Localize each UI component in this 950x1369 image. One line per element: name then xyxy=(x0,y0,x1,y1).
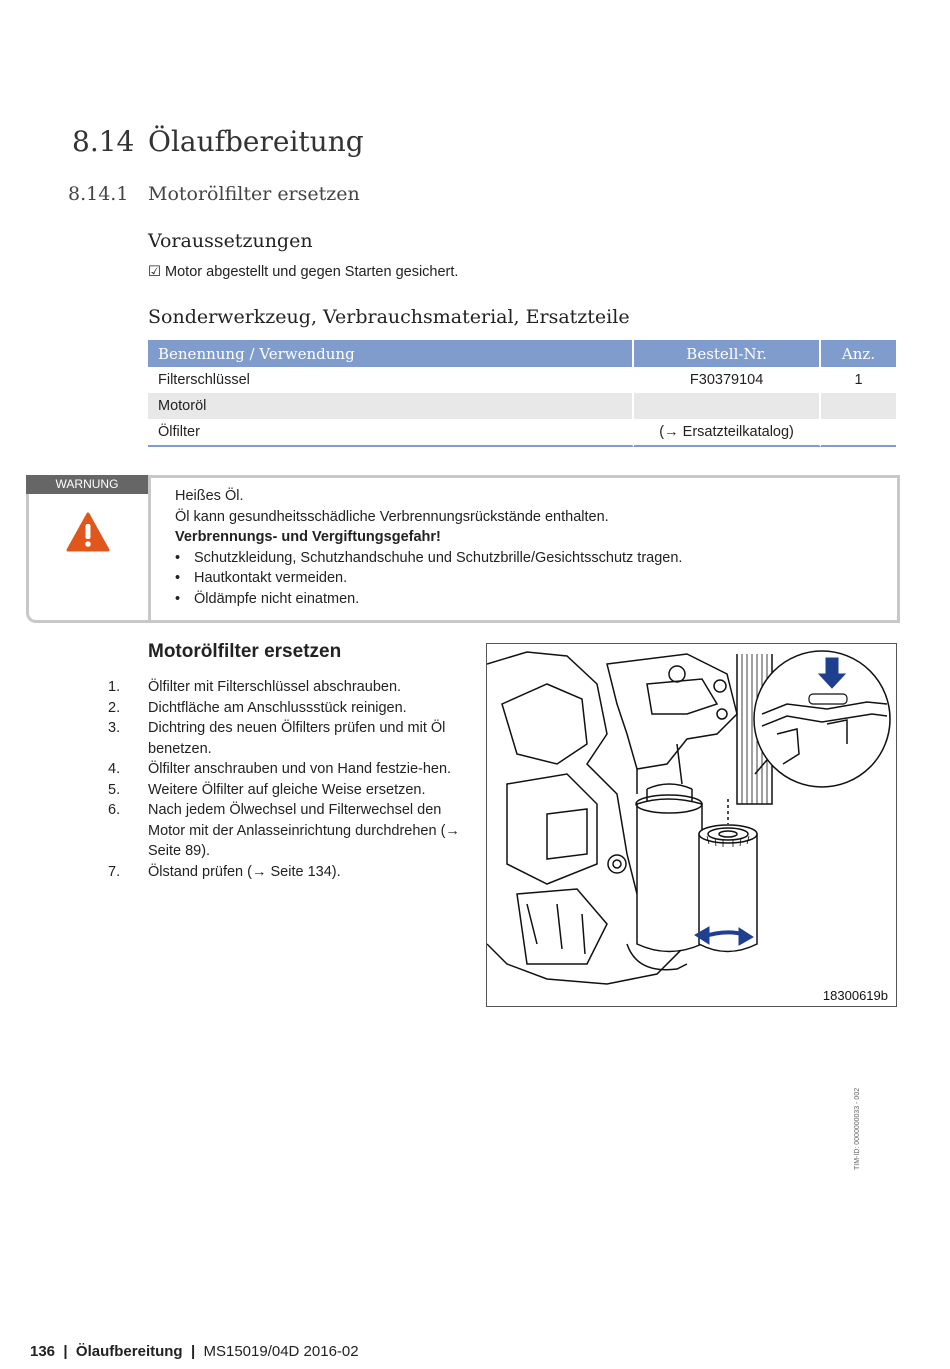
step-text: Nach jedem Ölwechsel und Filterwechsel den Motor mit der Anlasseinrichtung durchdrehen (→ Seite 89). xyxy=(148,802,460,859)
step-text: Dichtring des neuen Ölfilters prüfen und mit Öl benetzen. xyxy=(148,720,446,757)
document-side-code: TIM-ID: 0000000033 - 002 xyxy=(854,1087,861,1170)
page-footer xyxy=(30,1343,359,1360)
cell-name: Ölfilter xyxy=(148,419,634,447)
subsection-number: 8.14.1 xyxy=(68,183,129,205)
cell-qty xyxy=(821,393,896,419)
page-number: 136 xyxy=(30,1343,56,1360)
list-item: • Öldämpfe nicht einatmen. xyxy=(175,589,682,610)
procedure-steps xyxy=(108,677,468,882)
procedure-heading: Motorölfilter ersetzen xyxy=(148,641,342,662)
prerequisites-heading: Voraussetzungen xyxy=(148,230,313,252)
step-text: Weitere Ölfilter auf gleiche Weise ersetzen. xyxy=(148,781,426,798)
cell-order-no: (→ Ersatzteilkatalog) xyxy=(634,419,821,447)
oil-filter-figure xyxy=(486,643,897,1007)
figure-id: 18300619b xyxy=(822,988,888,1003)
footer-document: MS15019/04D 2016-02 xyxy=(203,1343,359,1360)
warning-label: WARNUNG xyxy=(26,475,148,494)
warning-line-1: Heißes Öl. xyxy=(175,488,244,504)
subsection-title: Motorölfilter ersetzen xyxy=(148,183,360,205)
warning-danger: Verbrennungs- und Vergiftungsgefahr! xyxy=(175,529,441,545)
step-text: Ölfilter mit Filterschlüssel abschrauben. xyxy=(148,679,402,695)
cell-order-no xyxy=(634,393,821,419)
warning-content xyxy=(175,486,682,609)
prerequisite-text: Motor abgestellt und gegen Starten gesichert. xyxy=(165,264,459,280)
section-number: 8.14 xyxy=(72,125,135,158)
warning-line-2: Öl kann gesundheitsschädliche Verbrennungsrückstände enthalten. xyxy=(175,508,609,525)
table-row xyxy=(148,367,896,393)
list-item xyxy=(108,862,468,883)
table-header-row xyxy=(148,340,896,367)
column-header-qty: Anz. xyxy=(821,340,896,367)
engine-oil-filter-drawing xyxy=(487,644,896,1006)
list-item xyxy=(108,780,468,801)
cell-order-no: F30379104 xyxy=(634,367,821,393)
list-item xyxy=(108,698,468,719)
cell-name: Motoröl xyxy=(148,393,634,419)
step-number: 5. xyxy=(108,781,121,798)
cell-qty: 1 xyxy=(854,372,863,388)
section-title: Ölaufbereitung xyxy=(148,125,364,158)
parts-heading: Sonderwerkzeug, Verbrauchsmaterial, Ersatzteile xyxy=(148,306,630,328)
step-text: Ölstand prüfen (→ Seite 134). xyxy=(148,863,341,880)
step-number: 1. xyxy=(108,679,121,695)
footer-separator: | xyxy=(190,1343,196,1360)
step-number: 3. xyxy=(108,720,121,736)
list-item xyxy=(108,800,468,862)
step-text: Ölfilter anschrauben und von Hand festzie-hen. xyxy=(148,761,452,777)
list-item xyxy=(108,718,468,759)
step-number: 2. xyxy=(108,699,121,716)
step-number: 7. xyxy=(108,863,121,880)
cell-qty xyxy=(821,419,896,447)
warning-triangle-icon xyxy=(66,512,110,552)
warning-bullet-list xyxy=(175,548,682,610)
list-item xyxy=(108,759,468,780)
list-item: • Schutzkleidung, Schutzhandschuhe und Schutzbrille/Gesichtsschutz tragen. xyxy=(175,548,682,569)
step-text: Dichtfläche am Anschlussstück reinigen. xyxy=(148,699,407,716)
column-header-name: Benennung / Verwendung xyxy=(148,340,634,367)
step-number: 4. xyxy=(108,761,121,777)
table-row xyxy=(148,419,896,447)
list-item xyxy=(108,677,468,698)
prerequisite-item xyxy=(148,264,458,280)
parts-table xyxy=(148,340,896,447)
footer-separator: | xyxy=(63,1343,68,1360)
column-header-order-no: Bestell-Nr. xyxy=(634,340,821,367)
cell-name: Filterschlüssel xyxy=(148,367,634,393)
checkbox-icon: ☑ xyxy=(148,264,161,280)
list-item: • Hautkontakt vermeiden. xyxy=(175,568,682,589)
warning-divider xyxy=(148,475,151,620)
step-number: 6. xyxy=(108,802,121,818)
footer-chapter: Ölaufbereitung xyxy=(75,1343,183,1360)
table-row xyxy=(148,393,896,419)
